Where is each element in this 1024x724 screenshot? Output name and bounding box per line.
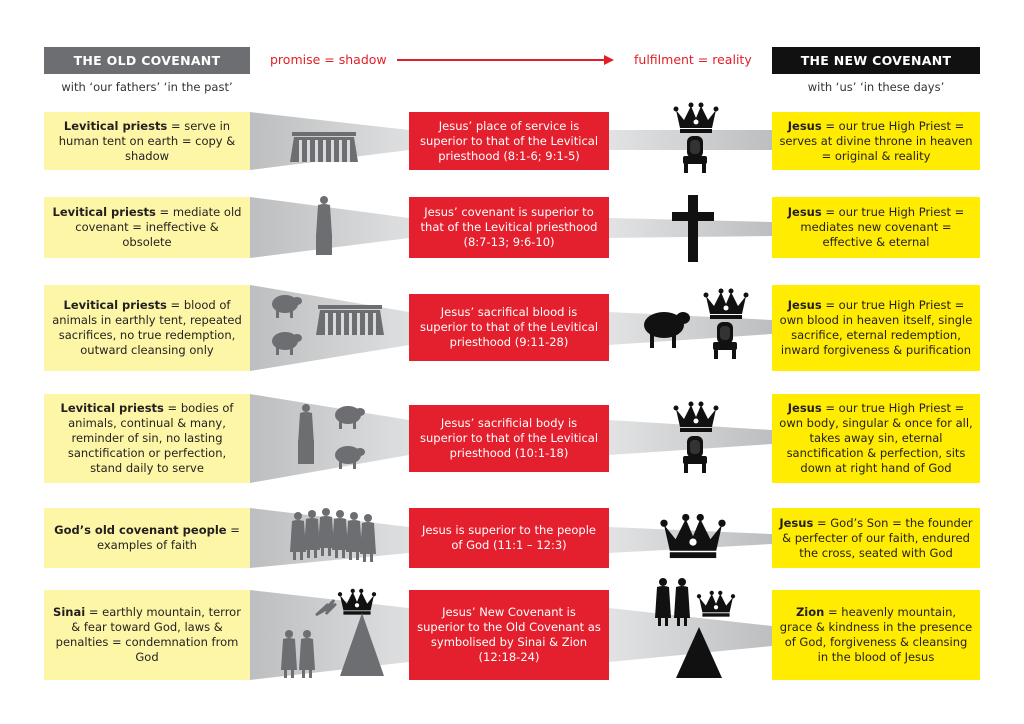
- row-4-left-keyword: Levitical priests: [60, 401, 164, 415]
- beam-left-4: [250, 394, 409, 483]
- row-5-right-text: = God’s Son = the founder & perfecter of our faith, endured the cross, seated with God: [782, 515, 973, 560]
- new-covenant-title: THE NEW COVENANT: [772, 47, 980, 74]
- row-3-left-text: = blood of animals in earthly tent, repeated sacrifices, no true redemption, outward cleansing only: [52, 298, 242, 357]
- comparison-row-6: Jesus’ New Covenant is superior to the Old Covenant as symbolised by Sinai & Zion (12:18-24): [409, 590, 609, 680]
- row-5-left-keyword: God’s old covenant people: [54, 523, 227, 537]
- row-6-left-text: = earthly mountain, terror & fear toward God, laws & penalties = condemnation from God: [55, 605, 241, 664]
- arrow-head-icon: [604, 55, 614, 65]
- row-4-right-keyword: Jesus: [787, 401, 822, 415]
- new-covenant-row-1: [772, 112, 980, 170]
- old-covenant-subtitle: with ‘our fathers’ ‘in the past’: [61, 80, 233, 94]
- old-covenant-row-3: [44, 285, 250, 371]
- old-covenant-row-6: [44, 590, 250, 680]
- crown-icon: [704, 289, 749, 320]
- old-covenant-row-2: [44, 197, 250, 258]
- row-1-right-keyword: Jesus: [787, 118, 822, 133]
- fulfilment-label: fulfilment = reality: [634, 52, 752, 67]
- row-3-right-keyword: Jesus: [787, 298, 822, 312]
- new-covenant-subtitle: with ‘us’ ‘in these days’: [807, 80, 945, 94]
- promise-label: promise = shadow: [270, 52, 387, 67]
- new-covenant-row-6: [772, 590, 980, 680]
- priest-icon: [316, 196, 332, 255]
- row-2-left-keyword: Levitical priests: [52, 205, 156, 219]
- row-4-right-text: = our true High Priest = own body, singular & once for all, takes away sin, eternal sanctification & perfection, sits down at right hand of God: [779, 401, 973, 475]
- row-6-left-keyword: Sinai: [53, 605, 86, 619]
- row-2-right-keyword: Jesus: [787, 205, 822, 219]
- crown-icon: [697, 591, 735, 617]
- old-covenant-row-4: [44, 394, 250, 483]
- crown-icon: [674, 103, 719, 134]
- new-covenant-row-2: [772, 197, 980, 258]
- row-5-left-text: = examples of faith: [97, 523, 240, 552]
- row-1-right-text: = our true High Priest = serves at divine throne in heaven = original & reality: [779, 118, 973, 163]
- row-5-right-keyword: Jesus: [779, 515, 814, 530]
- old-covenant-title: THE OLD COVENANT: [44, 47, 250, 74]
- row-4-left-text: = bodies of animals, continual & many, reminder of sin, no lasting sanctification or perfection, stand daily to serve: [67, 401, 234, 475]
- row-6-right-keyword: Zion: [795, 605, 825, 619]
- comparison-row-3: Jesus’ sacrifical blood is superior to that of the Levitical priesthood (9:11-28): [409, 294, 609, 361]
- row-1-left-keyword: Levitical priests: [63, 118, 168, 133]
- row-2-right-text: = our true High Priest = mediates new covenant = effective & eternal: [800, 205, 965, 249]
- row-3-left-keyword: Levitical priests: [63, 298, 167, 312]
- row-6-right-text: = heavenly mountain, grace & kindness in the presence of God, forgiveness & cleansing in the blood of Jesus: [779, 605, 973, 664]
- new-covenant-row-3: [772, 285, 980, 371]
- beam-right-3: [609, 312, 772, 345]
- row-1-left-text: = serve in human tent on earth = copy & shadow: [58, 118, 236, 163]
- priest-icon: [298, 404, 314, 464]
- comparison-row-5: Jesus is superior to the people of God (11:1 – 12:3): [409, 508, 609, 568]
- comparison-row-2: Jesus’ covenant is superior to that of the Levitical priesthood (8:7-13; 9:6-10): [409, 197, 609, 258]
- row-2-left-text: = mediate old covenant = ineffective & obsolete: [75, 205, 242, 249]
- old-covenant-row-1: [44, 112, 250, 170]
- new-covenant-row-5: [772, 508, 980, 568]
- comparison-row-1: Jesus’ place of service is superior to that of the Levitical priesthood (8:1-6; 9:1-5): [409, 112, 609, 170]
- new-covenant-row-4: [772, 394, 980, 483]
- old-covenant-row-5: [44, 508, 250, 568]
- comparison-row-4: Jesus’ sacrificial body is superior to that of the Levitical priesthood (10:1-18): [409, 405, 609, 472]
- row-3-right-text: = our true High Priest = own blood in heaven itself, single sacrifice, eternal redemption, inward forgiveness & purification: [779, 298, 973, 357]
